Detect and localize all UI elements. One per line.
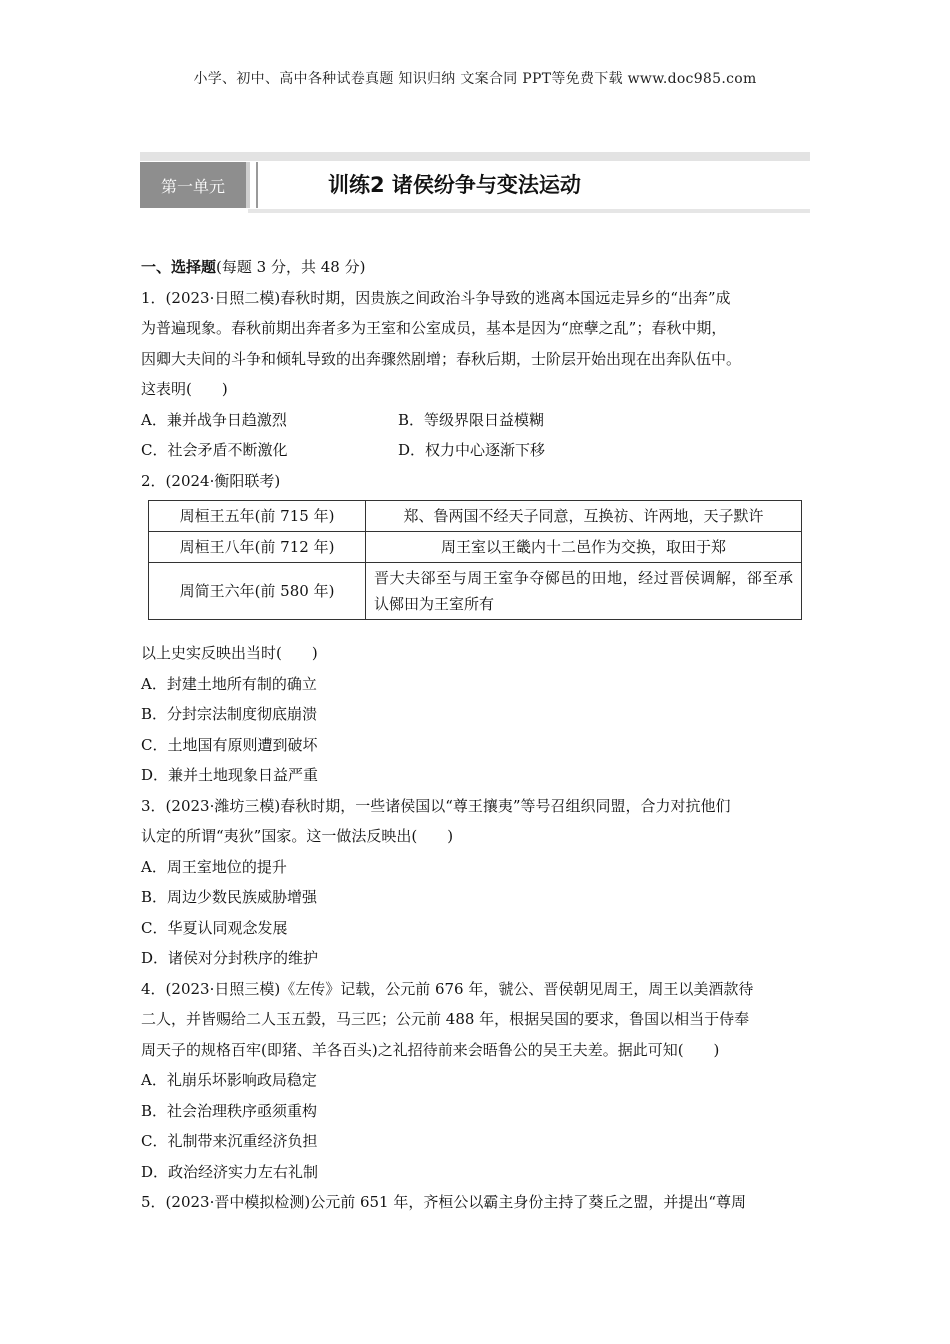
q1-line: 因卿大夫间的斗争和倾轧导致的出奔骤然剧增；春秋后期，士阶层开始出现在出奔队伍中。 [141,349,742,368]
unit-banner [140,152,810,218]
table-cell-event: 郑、鲁两国不经天子同意，互换祊、许两地，天子默许 [366,501,802,532]
q2-question: 以上史实反映出当时( ) [141,644,318,662]
q3-option-d[interactable]: D．诸侯对分封秩序的维护 [141,949,319,967]
q1-option-d[interactable]: D．权力中心逐渐下移 [398,441,546,459]
table-cell-event: 晋大夫郤至与周王室争夺鄇邑的田地，经过晋侯调解，郤至承认鄇田为王室所有 [366,563,802,620]
q2-option-a[interactable]: A．封建土地所有制的确立 [141,674,317,693]
spacer [141,620,811,638]
banner-bottom-bar [248,209,810,213]
section-note: (每题 3 分，共 48 分) [216,258,366,276]
q4-option-a[interactable]: A．礼崩乐坏影响政局稳定 [141,1071,317,1089]
q1-option-b[interactable]: B．等级界限日益模糊 [398,410,545,429]
q3-option-a[interactable]: A．周王室地位的提升 [141,857,287,876]
q1-option-a[interactable]: A．兼并战争日趋激烈 [141,410,287,429]
q5-line: 5．(2023·晋中模拟检测)公元前 651 年，齐桓公以霸主身份主持了葵丘之盟，并提出“尊周 [141,1193,747,1211]
exam-content [141,252,811,1218]
q3-line: 认定的所谓“夷狄”国家。这一做法反映出( ) [141,827,454,845]
q2-option-d[interactable]: D．兼并土地现象日益严重 [141,766,319,784]
site-header: 小学、初中、高中各种试卷真题 知识归纳 文案合同 PPT等免费下载 www.doc985.com [193,71,757,87]
banner-top-bar [140,152,810,161]
question-4 [141,974,811,1188]
q4-option-b[interactable]: B．社会治理秩序亟须重构 [141,1101,318,1120]
unit-tag-edge [246,162,250,208]
q4-line: 4．(2023·日照三模)《左传》记载，公元前 676 年，虢公、晋侯朝见周王，周王以美酒款待 [141,979,754,998]
q1-line: 为普遍现象。春秋前期出奔者多为王室和公室成员，基本是因为“庶孽之乱”；春秋中期， [141,319,727,337]
question-2 [141,466,811,791]
unit-tag: 第一单元 [140,162,246,208]
q4-line: 周天子的规格百牢(即猪、羊各百头)之礼招待前来会晤鲁公的吴王夫差。据此可知( ) [141,1040,720,1059]
history-table [148,500,802,620]
q1-option-c[interactable]: C．社会矛盾不断激化 [141,441,288,459]
table-row [149,532,802,563]
table-cell-event: 周王室以王畿内十二邑作为交换，取田于郑 [366,532,802,563]
q1-options-row [141,435,811,466]
q1-line: 1．(2023·日照二模)春秋时期，因贵族之间政治斗争导致的逃离本国远走异乡的“出奔”成 [141,288,731,307]
q4-option-d[interactable]: D．政治经济实力左右礼制 [141,1162,319,1181]
question-5 [141,1187,811,1218]
q4-line: 二人，并皆赐给二人玉五瑴，马三匹；公元前 488 年，根据吴国的要求，鲁国以相当于侍奉 [141,1010,750,1028]
q3-line: 3．(2023·潍坊三模)春秋时期，一些诸侯国以“尊王攘夷”等号召组织同盟，合力对抗他们 [141,796,731,815]
lesson-title: 训练2 诸侯纷争与变法运动 [256,162,810,208]
q3-option-b[interactable]: B．周边少数民族威胁增强 [141,888,318,906]
q4-option-c[interactable]: C．礼制带来沉重经济负担 [141,1132,318,1150]
q1-line: 这表明( ) [141,380,228,398]
section-heading [141,252,811,283]
q2-stem: 2．(2024·衡阳联考) [141,471,281,490]
table-cell-date: 周桓王八年(前 712 年) [149,532,366,563]
table-cell-date: 周简王六年(前 580 年) [149,563,366,620]
table-row [149,563,802,620]
section-title: 一、选择题 [141,258,217,276]
q1-options-row [141,405,811,436]
q3-option-c[interactable]: C．华夏认同观念发展 [141,918,288,937]
table-cell-date: 周桓王五年(前 715 年) [149,501,366,532]
question-3 [141,791,811,974]
question-1 [141,283,811,466]
q2-option-b[interactable]: B．分封宗法制度彻底崩溃 [141,705,318,723]
q2-option-c[interactable]: C．土地国有原则遭到破坏 [141,735,318,754]
table-row [149,501,802,532]
